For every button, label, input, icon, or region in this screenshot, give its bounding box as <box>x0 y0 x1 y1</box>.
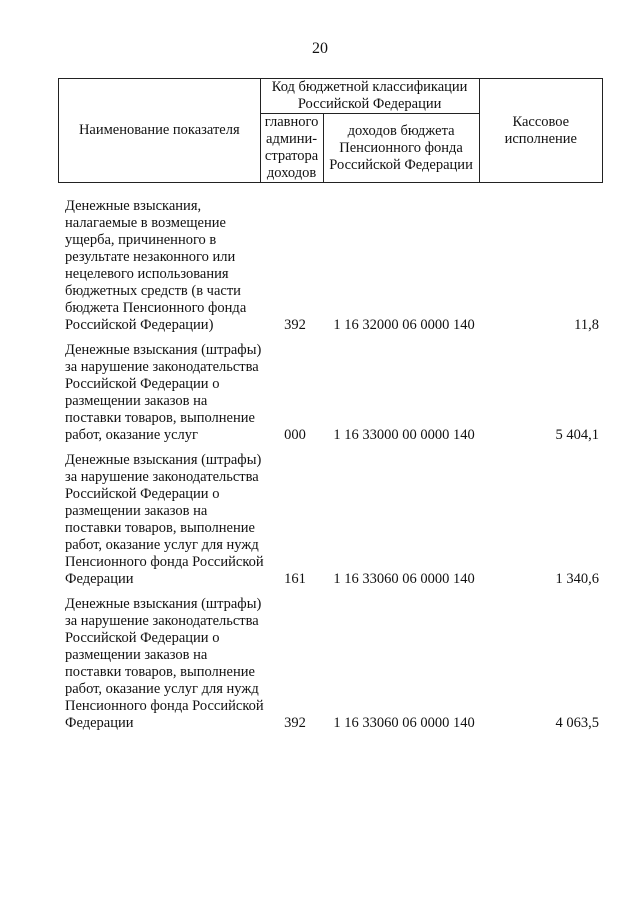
table-row <box>58 342 603 444</box>
row-code: 1 16 33060 06 0000 140 <box>333 715 475 731</box>
row-value: 1 340,6 <box>555 571 599 587</box>
header-execution: Кассовое исполнение <box>479 79 602 183</box>
row-name: Денежные взыскания, налагаемые в возмещение ущерба, причиненного в результате незаконного или нецелевого использования бюджетных средств (в части бюджета Пенсионного фонда Российской Федерации) <box>65 198 247 333</box>
table-row <box>58 452 603 588</box>
header-name: Наименование показателя <box>59 79 261 183</box>
row-value: 5 404,1 <box>555 427 599 443</box>
row-value: 11,8 <box>574 317 599 333</box>
header-income: доходов бюджета Пенсионного фонда Российской Федерации <box>323 114 479 183</box>
row-admin: 000 <box>284 427 306 443</box>
row-value: 4 063,5 <box>555 715 599 731</box>
row-name: Денежные взыскания (штрафы) за нарушение законодательства Российской Федерации о размещении заказов на поставки товаров, выполнение работ, оказание услуг <box>65 342 262 443</box>
row-name: Денежные взыскания (штрафы) за нарушение законодательства Российской Федерации о размещении заказов на поставки товаров, выполнение работ, оказание услуг для нужд Пенсионного фонда Российской Федерации <box>65 596 264 731</box>
header-admin: главного админи-стратора доходов <box>260 114 323 183</box>
row-code: 1 16 33000 00 0000 140 <box>333 427 475 443</box>
row-admin: 392 <box>284 715 306 731</box>
page-number: 20 <box>312 40 328 57</box>
row-admin: 161 <box>284 571 306 587</box>
table-body <box>58 198 603 740</box>
table-row <box>58 596 603 732</box>
header-code-group: Код бюджетной классификации Российской Федерации <box>260 79 479 114</box>
row-code: 1 16 33060 06 0000 140 <box>333 571 475 587</box>
row-admin: 392 <box>284 317 306 333</box>
table-row <box>58 198 603 334</box>
row-name: Денежные взыскания (штрафы) за нарушение законодательства Российской Федерации о размещении заказов на поставки товаров, выполнение работ, оказание услуг для нужд Пенсионного фонда Российской Федерации <box>65 452 264 587</box>
table-header <box>58 78 603 183</box>
row-code: 1 16 32000 06 0000 140 <box>333 317 475 333</box>
